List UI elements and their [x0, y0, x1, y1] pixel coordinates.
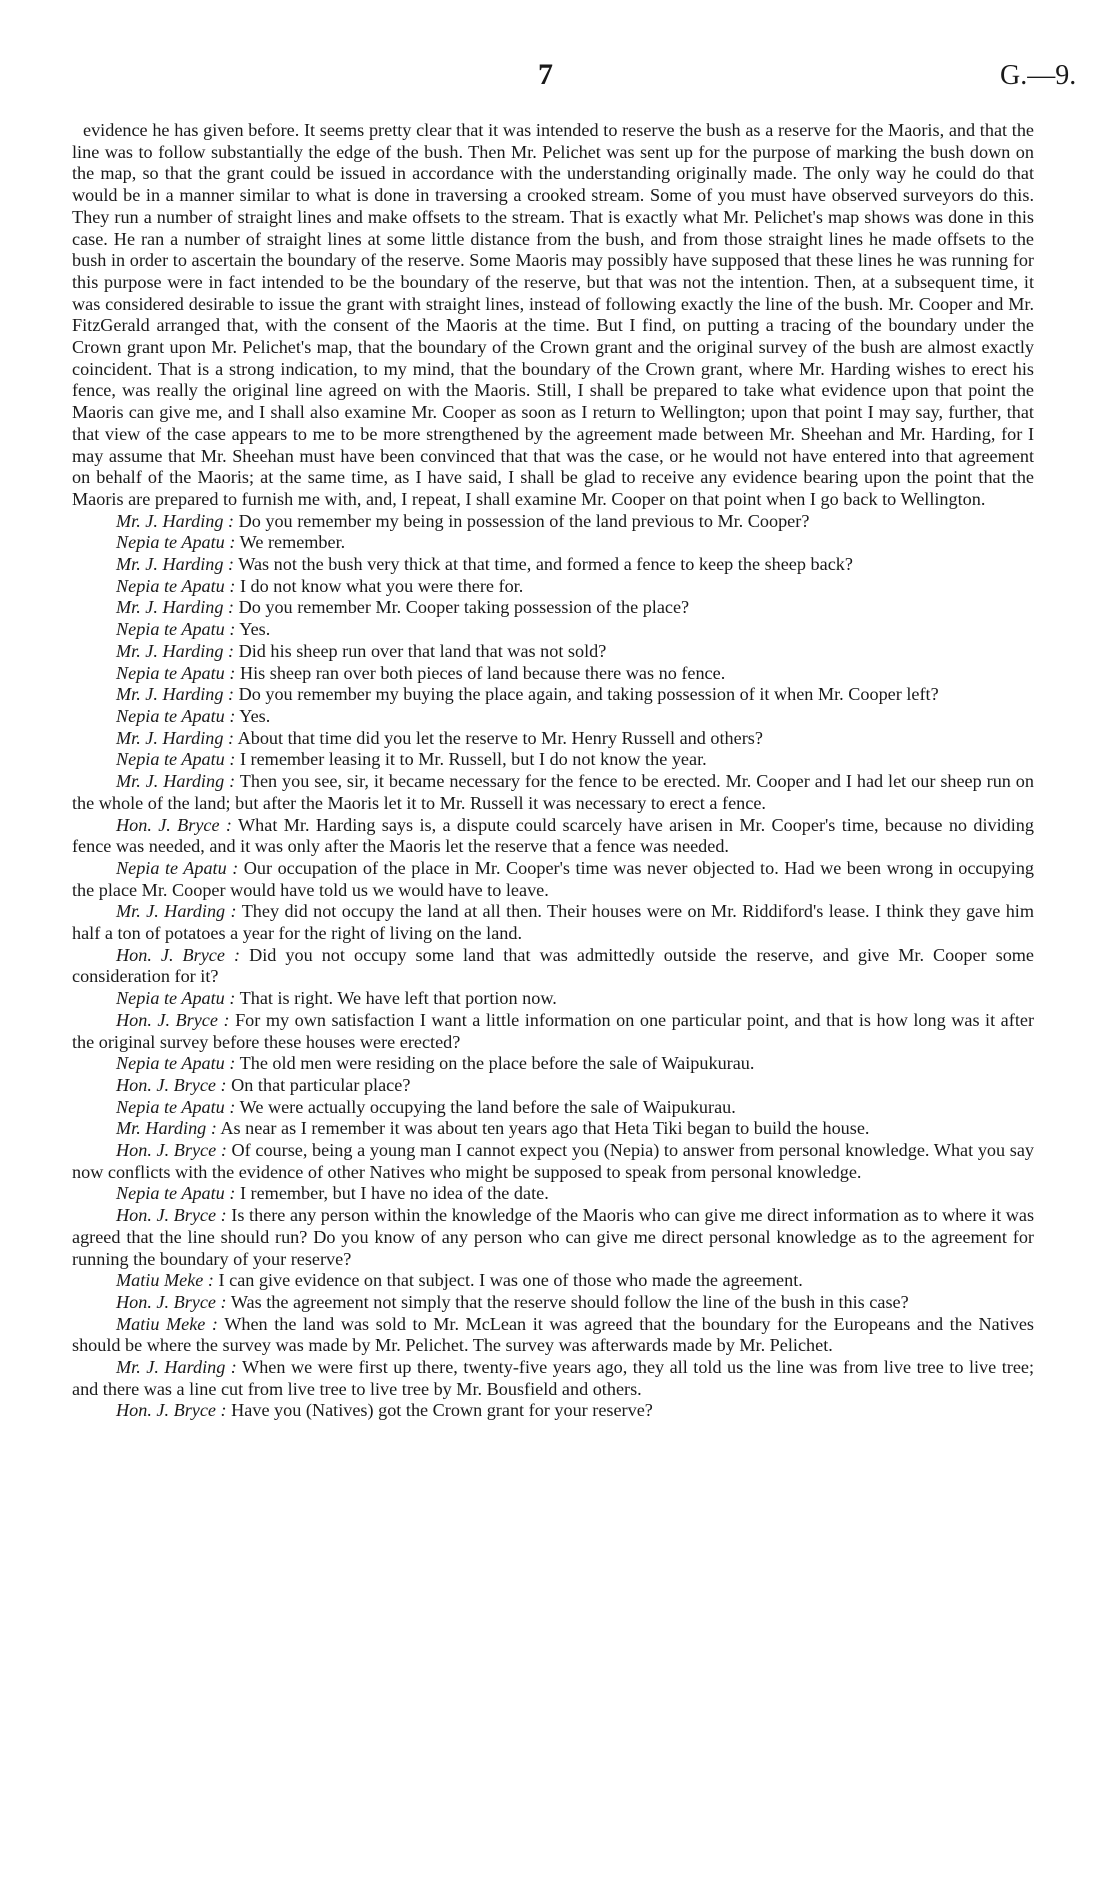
- speech-text: We were actually occupying the land before the sale of Waipukurau.: [239, 1096, 736, 1117]
- speech-text: Is there any person within the knowledge of the Maoris who can give me direct information as to where it was agreed that the line should run? Do you know of any person who can give me direct personal knowledge as to the agreement for running the boundary of your reserve?: [72, 1205, 1035, 1269]
- dialogue-turn: [72, 815, 1034, 858]
- dialogue-turn: [72, 728, 1034, 750]
- dialogue-turn: [72, 576, 1034, 598]
- speaker-name: Mr. J. Harding :: [116, 510, 235, 531]
- speech-text: Yes.: [239, 705, 271, 726]
- dialogue-turn: [72, 532, 1034, 554]
- speaker-name: Mr. J. Harding :: [116, 771, 236, 792]
- speaker-name: Matiu Meke :: [116, 1313, 218, 1334]
- dialogue-turn: [72, 1357, 1034, 1400]
- dialogue-turn: [72, 663, 1034, 685]
- dialogue-turn: [72, 749, 1034, 771]
- dialogue-turn: [72, 1205, 1034, 1270]
- dialogue-turn: [72, 706, 1034, 728]
- speech-text: Do you remember my being in possession of the land previous to Mr. Cooper?: [238, 510, 810, 531]
- dialogue-turn: [72, 771, 1034, 814]
- speaker-name: Matiu Meke :: [116, 1270, 214, 1291]
- speech-text: I can give evidence on that subject. I was one of those who made the agreement.: [218, 1270, 803, 1291]
- speaker-name: Mr. J. Harding :: [116, 684, 235, 705]
- speech-text: On that particular place?: [231, 1074, 411, 1095]
- speaker-name: Mr. J. Harding :: [116, 1357, 237, 1378]
- document-reference: G.—9.: [1000, 60, 1077, 91]
- speech-text: Then you see, sir, it became necessary for the fence to be erected. Mr. Cooper and I had let our sheep run on the whole of the land; but after the Maoris let it to Mr. Russell it was necessary to erect a fence.: [72, 771, 1034, 813]
- page-body: [72, 120, 1034, 1422]
- dialogue: [72, 511, 1034, 1423]
- speech-text: Yes.: [239, 619, 271, 640]
- speaker-name: Hon. J. Bryce :: [116, 944, 241, 965]
- dialogue-turn: [72, 1097, 1034, 1119]
- speech-text: For my own satisfaction I want a little information on one particular point, and that is how long was it after the original survey before these houses were erected?: [72, 1009, 1034, 1052]
- dialogue-turn: [72, 641, 1034, 663]
- speaker-name: Nepia te Apatu :: [116, 857, 239, 878]
- speech-text: I remember, but I have no idea of the date.: [239, 1183, 549, 1204]
- dialogue-turn: [72, 988, 1034, 1010]
- dialogue-turn: [72, 1075, 1034, 1097]
- speech-text: When the land was sold to Mr. McLean it was agreed that the boundary for the Europeans and the Natives should be where the survey was made by Mr. Pelichet. The survey was afterwards made by Mr. Pelichet.: [72, 1313, 1035, 1356]
- speaker-name: Nepia te Apatu :: [116, 988, 236, 1009]
- speaker-name: Hon. J. Bryce :: [116, 1074, 227, 1095]
- speaker-name: Hon. J. Bryce :: [116, 1291, 227, 1312]
- speaker-name: Mr. Harding :: [116, 1118, 217, 1139]
- dialogue-turn: [72, 1053, 1034, 1075]
- speaker-name: Nepia te Apatu :: [116, 749, 236, 770]
- speaker-name: Hon. J. Bryce :: [116, 1140, 227, 1161]
- speech-text: Did his sheep run over that land that was not sold?: [238, 640, 607, 661]
- speech-text: His sheep ran over both pieces of land because there was no fence.: [239, 662, 726, 683]
- speech-text: Was the agreement not simply that the reserve should follow the line of the bush in this case?: [230, 1291, 909, 1312]
- speaker-name: Nepia te Apatu :: [116, 619, 236, 640]
- speech-text: They did not occupy the land at all then. Their houses were on Mr. Riddiford's lease. I think they gave him half a ton of potatoes a year for the right of living on the land.: [72, 901, 1034, 944]
- speaker-name: Mr. J. Harding :: [116, 554, 235, 575]
- speaker-name: Nepia te Apatu :: [116, 575, 236, 596]
- dialogue-turn: [72, 1314, 1034, 1357]
- speech-text: Was not the bush very thick at that time, and formed a fence to keep the sheep back?: [238, 554, 853, 575]
- speech-text: Of course, being a young man I cannot expect you (Nepia) to answer from personal knowledge. What you say now conflicts with the evidence of other Natives who might be supposed to speak from personal knowledge.: [72, 1140, 1034, 1182]
- dialogue-turn: [72, 901, 1034, 944]
- dialogue-turn: [72, 684, 1034, 706]
- speech-text: That is right. We have left that portion now.: [239, 988, 557, 1009]
- speaker-name: Hon. J. Bryce :: [116, 1009, 230, 1030]
- speech-text: When we were first up there, twenty-five years ago, they all told us the line was from live tree to live tree; and there was a line cut from live tree to live tree by Mr. Bousfield and others.: [72, 1357, 1035, 1399]
- speech-text: Our occupation of the place in Mr. Cooper's time was never objected to. Had we been wrong in occupying the place Mr. Cooper would have told us we would have to leave.: [72, 857, 1035, 900]
- speech-text: Do you remember Mr. Cooper taking possession of the place?: [238, 597, 690, 618]
- speech-text: The old men were residing on the place before the sale of Waipukurau.: [239, 1053, 755, 1074]
- speaker-name: Nepia te Apatu :: [116, 1096, 236, 1117]
- dialogue-turn: [72, 1183, 1034, 1205]
- speaker-name: Mr. J. Harding :: [116, 901, 237, 922]
- speech-text: I do not know what you were there for.: [239, 575, 524, 596]
- speech-text: What Mr. Harding says is, a dispute could scarcely have arisen in Mr. Cooper's time, because no dividing fence was needed, and it was only after the Maoris let the reserve that a fence was needed.: [72, 814, 1034, 857]
- dialogue-turn: [72, 858, 1034, 901]
- speech-text: Do you remember my buying the place again, and taking possession of it when Mr. Cooper left?: [238, 684, 939, 705]
- dialogue-turn: [72, 1140, 1034, 1183]
- page-number: 7: [538, 58, 553, 91]
- dialogue-turn: [72, 1118, 1034, 1140]
- speech-text: Did you not occupy some land that was admittedly outside the reserve, and give Mr. Cooper some consideration for it?: [72, 944, 1035, 987]
- dialogue-turn: [72, 619, 1034, 641]
- speech-text: About that time did you let the reserve to Mr. Henry Russell and others?: [237, 727, 763, 748]
- speaker-name: Nepia te Apatu :: [116, 1053, 236, 1074]
- speech-text: Have you (Natives) got the Crown grant for your reserve?: [231, 1400, 653, 1421]
- dialogue-turn: [72, 1292, 1034, 1314]
- speaker-name: Mr. J. Harding :: [116, 597, 235, 618]
- dialogue-turn: [72, 945, 1034, 988]
- intro-paragraph: evidence he has given before. It seems pretty clear that it was intended to reserve the bush as a reserve for the Maoris, and that the line was to follow substantially the edge of the bush. Then Mr. Pelichet was sent up for the purpose of marking the bush down on the map, so that the grant could be issued in accordance with the understanding originally made. The only way he could do that would be in a manner similar to what is done in traversing a crooked stream. Some of you must have observed surveyors do this. They run a number of straight lines and make offsets to the stream. That is exactly what Mr. Pelichet's map shows was done in this case. He ran a number of straight lines at some little distance from the bush, and from those straight lines he made offsets to the bush in order to ascertain the boundary of the reserve. Some Maoris may possibly have supposed that these lines he was running for this purpose were in fact intended to be the boundary of the reserve, but that was not the intention. Then, at a subsequent time, it was considered desirable to issue the grant with straight lines, instead of following exactly the line of the bush. Mr. Cooper and Mr. FitzGerald arranged that, with the consent of the Maoris at the time. But I find, on putting a tracing of the boundary under the Crown grant upon Mr. Pelichet's map, that the boundary of the Crown grant and the original survey of the bush are almost exactly coincident. That is a strong indication, to my mind, that the boundary of the Crown grant, where Mr. Harding wishes to erect his fence, was really the original line agreed on with the Maoris. Still, I shall be prepared to take what evidence upon that point the Maoris can give me, and I shall also examine Mr. Cooper as soon as I return to Wellington; upon that point I may say, further, that that view of the case appears to me to be more strengthened by the agreement made between Mr. Sheehan and Mr. Harding, for I may assume that Mr. Sheehan must have been convinced that that was the case, or he would not have entered into that agreement on behalf of the Maoris; at the same time, as I have said, I shall be glad to receive any evidence bearing upon the point that the Maoris are prepared to furnish me with, and, I repeat, I shall examine Mr. Cooper on that point when I go back to Wellington.: [72, 120, 1034, 509]
- speech-text: I remember leasing it to Mr. Russell, but I do not know the year.: [239, 749, 707, 770]
- dialogue-turn: [72, 1010, 1034, 1053]
- speaker-name: Hon. J. Bryce :: [116, 1205, 227, 1226]
- dialogue-turn: [72, 511, 1034, 533]
- speaker-name: Nepia te Apatu :: [116, 532, 236, 553]
- dialogue-turn: [72, 1400, 1034, 1422]
- speaker-name: Mr. J. Harding :: [116, 727, 235, 748]
- speaker-name: Nepia te Apatu :: [116, 662, 236, 683]
- speaker-name: Hon. J. Bryce :: [116, 814, 232, 835]
- dialogue-turn: [72, 554, 1034, 576]
- speaker-name: Nepia te Apatu :: [116, 705, 236, 726]
- speech-text: We remember.: [239, 532, 346, 553]
- speaker-name: Nepia te Apatu :: [116, 1183, 236, 1204]
- speaker-name: Mr. J. Harding :: [116, 640, 235, 661]
- speaker-name: Hon. J. Bryce :: [116, 1400, 227, 1421]
- dialogue-turn: [72, 1270, 1034, 1292]
- speech-text: As near as I remember it was about ten years ago that Heta Tiki began to build the house.: [220, 1118, 870, 1139]
- dialogue-turn: [72, 597, 1034, 619]
